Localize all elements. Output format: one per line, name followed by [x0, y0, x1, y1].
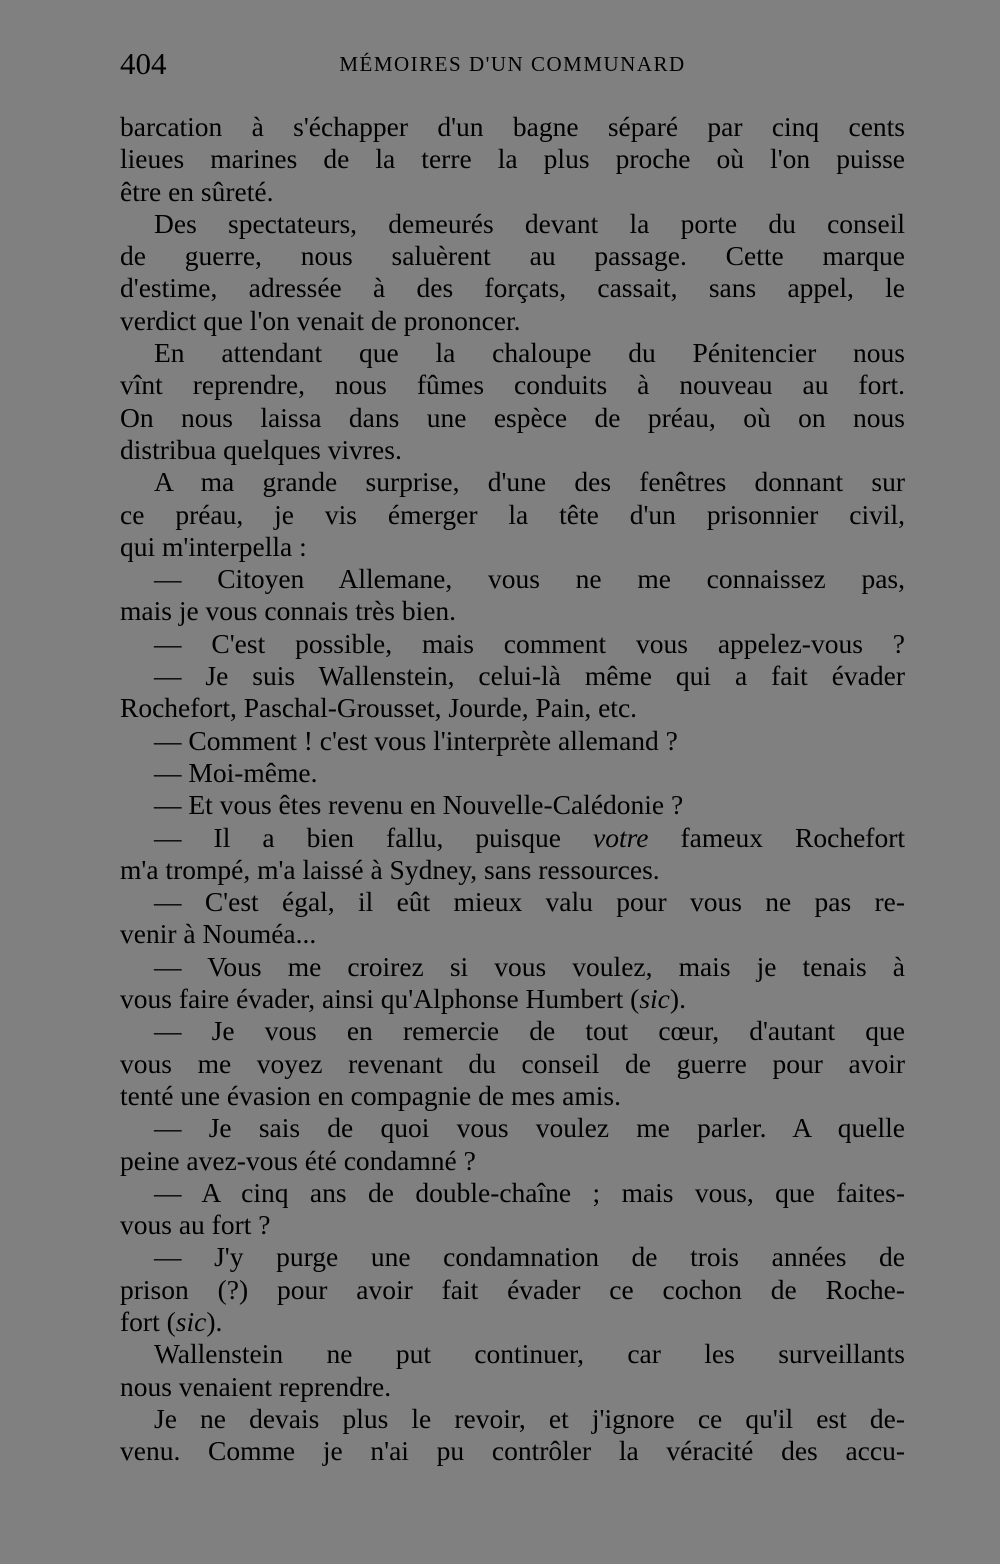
- text-line: — Moi-même.: [154, 756, 318, 788]
- text-line: d'estime, adressée à des forçats, cassait, sans appel, le: [120, 272, 905, 304]
- text-line: — C'est égal, il eût mieux valu pour vous ne pas re-: [154, 886, 905, 918]
- text-line: En attendant que la chaloupe du Pénitencier nous: [154, 337, 905, 369]
- text-line: fort (sic).: [120, 1305, 223, 1337]
- text-line: — Comment ! c'est vous l'interprète allemand ?: [154, 724, 678, 756]
- text-line: venir à Nouméa...: [120, 918, 317, 950]
- text-line: être en sûreté.: [120, 175, 274, 207]
- text-line: — Je sais de quoi vous voulez me parler. A quelle: [154, 1112, 905, 1144]
- body-text: [120, 111, 905, 1467]
- text-line: venu. Comme je n'ai pu contrôler la véracité des accu-: [120, 1435, 905, 1467]
- text-line: vous faire évader, ainsi qu'Alphonse Humbert (sic).: [120, 983, 686, 1015]
- text-line: — Et vous êtes revenu en Nouvelle-Calédonie ?: [154, 789, 684, 821]
- text-line: peine avez-vous été condamné ?: [120, 1144, 476, 1176]
- text-line: A ma grande surprise, d'une des fenêtres donnant sur: [154, 466, 905, 498]
- text-line: nous venaient reprendre.: [120, 1370, 392, 1402]
- text-line: Des spectateurs, demeurés devant la porte du conseil: [154, 207, 905, 239]
- page-header: [120, 42, 905, 86]
- text-line: lieues marines de la terre la plus proche où l'on puisse: [120, 143, 905, 175]
- text-line: — Je suis Wallenstein, celui-là même qui a fait évader: [154, 660, 905, 692]
- text-line: — C'est possible, mais comment vous appelez-vous ?: [154, 627, 905, 659]
- text-line: Rochefort, Paschal-Grousset, Jourde, Pain, etc.: [120, 692, 638, 724]
- text-line: mais je vous connais très bien.: [120, 595, 457, 627]
- text-line: m'a trompé, m'a laissé à Sydney, sans ressources.: [120, 853, 660, 885]
- text-line: Wallenstein ne put continuer, car les surveillants: [154, 1338, 905, 1370]
- text-line: On nous laissa dans une espèce de préau, où on nous: [120, 401, 905, 433]
- text-line: vînt reprendre, nous fûmes conduits à nouveau au fort.: [120, 369, 905, 401]
- text-line: de guerre, nous saluèrent au passage. Cette marque: [120, 240, 905, 272]
- text-line: verdict que l'on venait de prononcer.: [120, 304, 521, 336]
- text-line: vous au fort ?: [120, 1209, 271, 1241]
- page-number: 404: [120, 46, 167, 81]
- text-line: ce préau, je vis émerger la tête d'un prisonnier civil,: [120, 498, 905, 530]
- text-line: tenté une évasion en compagnie de mes amis.: [120, 1079, 621, 1111]
- text-line: barcation à s'échapper d'un bagne séparé par cinq cents: [120, 111, 905, 142]
- text-line: — Vous me croirez si vous voulez, mais je tenais à: [154, 950, 905, 982]
- text-line: — Je vous en remercie de tout cœur, d'autant que: [154, 1015, 905, 1047]
- text-line: prison (?) pour avoir fait évader ce cochon de Roche-: [120, 1273, 905, 1305]
- running-title: MÉMOIRES D'UN COMMUNARD: [339, 52, 686, 76]
- text-line: — A cinq ans de double-chaîne ; mais vous, que faites-: [154, 1176, 905, 1208]
- text-line: — J'y purge une condamnation de trois années de: [154, 1241, 905, 1273]
- text-line: distribua quelques vivres.: [120, 433, 402, 465]
- text-line: vous me voyez revenant du conseil de guerre pour avoir: [120, 1047, 905, 1079]
- text-line: — Citoyen Allemane, vous ne me connaissez pas,: [154, 563, 905, 595]
- text-line: Je ne devais plus le revoir, et j'ignore ce qu'il est de-: [154, 1402, 905, 1434]
- text-line: — Il a bien fallu, puisque votre fameux Rochefort: [154, 821, 905, 853]
- text-line: qui m'interpella :: [120, 530, 307, 562]
